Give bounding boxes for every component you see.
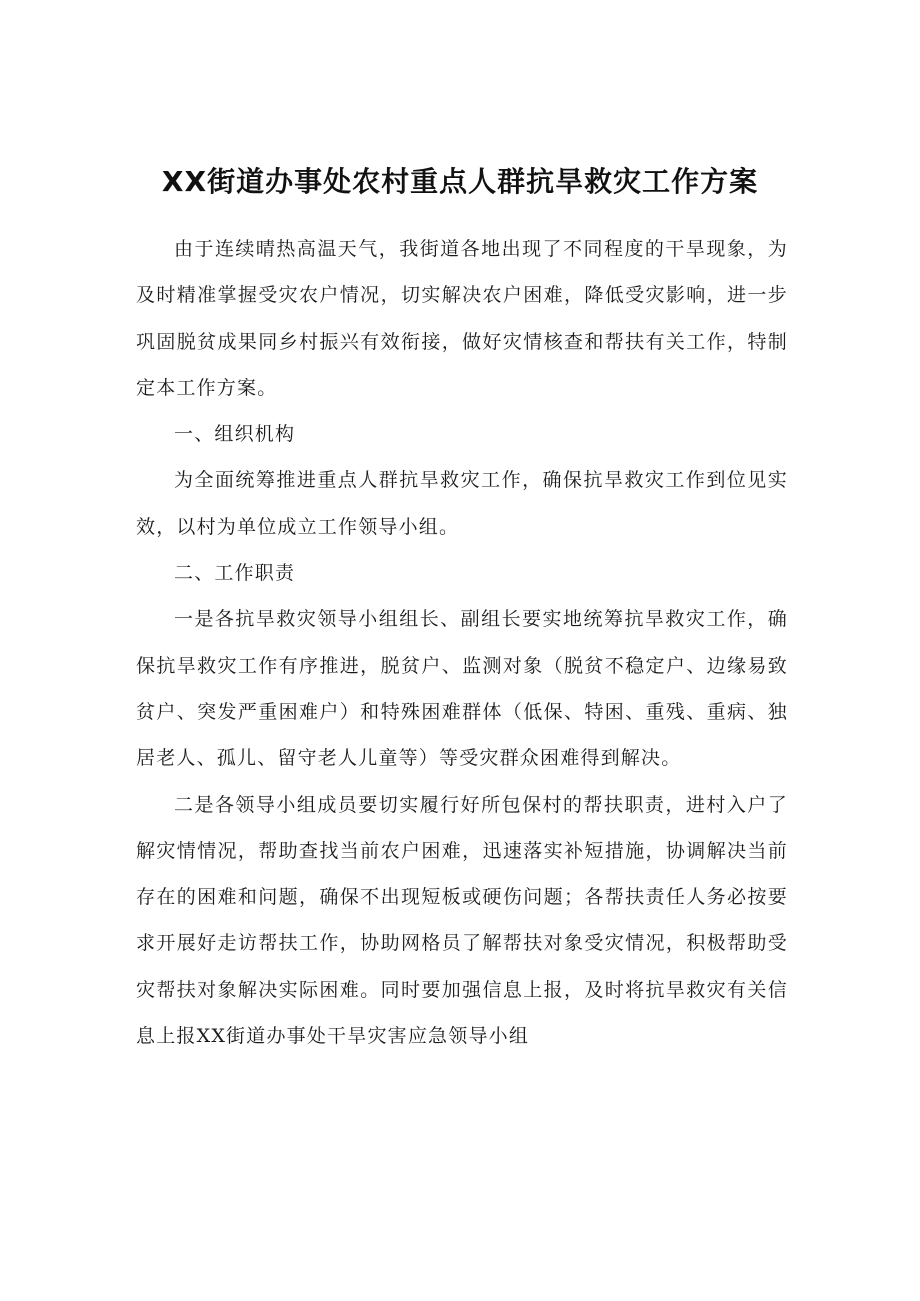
paragraph-organization: 为全面统筹推进重点人群抗旱救灾工作，确保抗旱救灾工作到位见实效，以村为单位成立工作领导小组。 [136, 469, 788, 538]
paragraph-intro: 由于连续晴热高温天气，我街道各地出现了不同程度的干旱现象，为及时精准掌握受灾农户情况，切实解决农户困难，降低受灾影响，进一步巩固脱贫成果同乡村振兴有效衔接，做好灾情核查和帮扶有关工作，特制定本工作方案。 [136, 238, 788, 399]
document-body [136, 226, 788, 1059]
paragraph-duty-two: 二是各领导小组成员要切实履行好所包保村的帮扶职责，进村入户了解灾情情况，帮助查找当前农户困难，迅速落实补短措施，协调解决当前存在的困难和问题，确保不出现短板或硬伤问题；各帮扶责任人务必按要求开展好走访帮扶工作，协助网格员了解帮扶对象受灾情况，积极帮助受灾帮扶对象解决实际困难。同时要加强信息上报，及时将抗旱救灾有关信息上报XX街道办事处干旱灾害应急领导小组 [136, 793, 788, 1048]
paragraph-duty-one: 一是各抗旱救灾领导小组组长、副组长要实地统筹抗旱救灾工作，确保抗旱救灾工作有序推进，脱贫户、监测对象（脱贫不稳定户、边缘易致贫户、突发严重困难户）和特殊困难群体（低保、特困、重残、重病、独居老人、孤儿、留守老人儿童等）等受灾群众困难得到解决。 [136, 608, 788, 770]
section-heading-duties: 二、工作职责 [174, 562, 296, 585]
section-heading-organization: 一、组织机构 [174, 423, 296, 446]
document-title: XX街道办事处农村重点人群抗旱救灾工作方案 [161, 165, 759, 198]
